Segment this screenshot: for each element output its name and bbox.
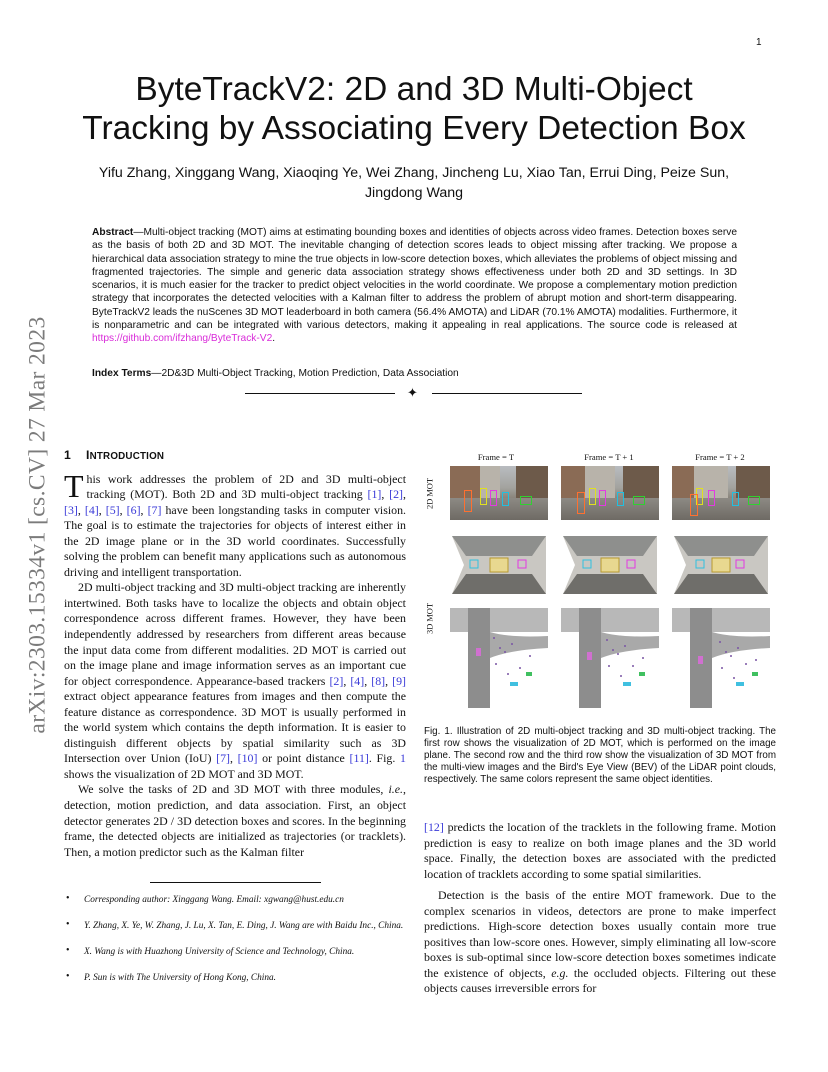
row-label-2d-mot: 2D MOT	[425, 478, 435, 509]
citation-separator: ,	[229, 751, 238, 766]
paper-title: ByteTrackV2: 2D and 3D Multi-Object Tracking by Associating Every Detection Box	[82, 71, 746, 147]
section-title-first: I	[86, 448, 90, 462]
citation-separator: ,	[381, 487, 390, 502]
figure-reference[interactable]: 1	[400, 751, 406, 766]
citation[interactable]: [4]	[84, 502, 99, 517]
paragraph-text: his work addresses the problem of 2D and 3D multi-object tracking (MOT). Both 2D and 3D multi-object tracking	[86, 471, 406, 502]
frame-image-2d-t	[450, 466, 548, 520]
paragraph-text: 2D multi-object tracking and 3D multi-object tracking are inherently intertwined. Both tasks have to localize the objects and obtain object correspondence across different frames. However, they have been independently addressed by researchers from different areas because the input data come from different modalities. 2D MOT is carried out on the image plane and image information serves as an important cue for object correspondence. Appearance-based trackers	[64, 580, 406, 688]
citation[interactable]: [6]	[126, 502, 141, 517]
abstract-label: Abstract	[92, 227, 134, 238]
multiview-image-t2	[672, 526, 770, 604]
frame-label-t2: Frame = T + 2	[695, 452, 745, 462]
separator-diamond-icon: ✦	[407, 385, 418, 400]
paragraph-3	[64, 782, 406, 860]
footnotes	[66, 894, 406, 998]
figure-1	[424, 448, 776, 718]
section-title-rest: NTRODUCTION	[89, 451, 165, 462]
right-column	[424, 820, 776, 997]
source-code-link[interactable]: https://github.com/ifzhang/ByteTrack-V2	[92, 333, 273, 345]
citation[interactable]: [3]	[64, 502, 78, 517]
abstract-end: .	[272, 333, 276, 345]
bev-lidar-t	[450, 608, 548, 708]
bev-map-t1	[561, 608, 659, 708]
section-number: 1	[64, 448, 71, 462]
citation[interactable]: [1]	[367, 487, 382, 502]
row-label-3d-mot: 3D MOT	[425, 603, 435, 634]
citation-separator: ,	[98, 502, 106, 517]
citation[interactable]: [11]	[349, 751, 369, 766]
bev-lidar-t1	[561, 608, 659, 708]
citation[interactable]: [12]	[424, 820, 444, 834]
frame-label-t1: Frame = T + 1	[584, 452, 634, 462]
index-terms-label: Index Terms	[92, 368, 152, 379]
drop-cap: T	[64, 467, 84, 504]
footnote-rule	[150, 882, 321, 883]
bev-map-t	[450, 608, 548, 708]
citation[interactable]: [9]	[392, 673, 406, 688]
paragraph-text: shows the visualization of 2D MOT and 3D MOT.	[64, 766, 304, 781]
bev-map-t2	[672, 608, 770, 708]
multiview-panorama-t1	[561, 526, 659, 604]
footnote-affiliation-hust: • X. Wang is with Huazhong University of Science and Technology, China.	[66, 946, 406, 958]
citation-separator: ,	[385, 673, 393, 688]
citation[interactable]: [7]	[147, 502, 162, 517]
paragraph-1	[64, 467, 406, 581]
footnote-affiliation-baidu: • Y. Zhang, X. Ye, W. Zhang, J. Lu, X. Tan, E. Ding, J. Wang are with Baidu Inc., China.	[66, 920, 406, 932]
bev-lidar-t2	[672, 608, 770, 708]
emphasis-ie: i.e.	[388, 782, 404, 797]
left-column	[64, 448, 406, 860]
frame-image-2d-t1	[561, 466, 659, 520]
arxiv-side-stamp	[20, 290, 56, 760]
separator-rule-left	[245, 393, 395, 394]
citation[interactable]: [5]	[105, 502, 120, 517]
frame-image-2d-t2	[672, 466, 770, 520]
index-terms-text: —2D&3D Multi-Object Tracking, Motion Prediction, Data Association	[151, 368, 459, 379]
paragraph-text: extract object appearance features from images and then compute the feature distance as correspondence. 3D MOT is usually performed in the world system which contains the depth information. It is easier to distinguish different objects by spatial similarity such as 3D Intersection over Union (IoU)	[64, 689, 406, 766]
citation-separator: ,	[364, 673, 372, 688]
paragraph-text: Detection is the basis of the entire MOT framework. Due to the complex scenarios in videos, detectors are prone to make imperfect predictions. High-score detection boxes usually contain more true positives than low-score ones. However, simply eliminating all low-score boxes is sub-optimal since low-score detection boxes sometimes indicate the existence of objects,	[424, 888, 776, 980]
paragraph-text: the occluded objects. Filtering out these objects causes irreversible errors for	[424, 965, 776, 996]
multiview-image-t1	[561, 526, 659, 604]
paragraph-text: We solve the tasks of 2D and 3D MOT with three modules,	[78, 782, 389, 797]
paragraph-5	[424, 888, 776, 997]
citation[interactable]: [7]	[216, 751, 230, 766]
emphasis-eg: e.g.	[551, 965, 569, 980]
citation[interactable]: [8]	[371, 673, 386, 688]
section-heading-introduction	[64, 448, 406, 465]
citation-separator: ,	[343, 673, 351, 688]
index-terms	[92, 367, 737, 380]
citation[interactable]: [4]	[350, 673, 365, 688]
figure-caption: Fig. 1. Illustration of 2D multi-object tracking and 3D multi-object tracking. The first row shows the visualization of 2D MOT, which is performed on the image plane. The second row and the third row show the visualization of 3D MOT from the multi-view images and the Bird's Eye View (BEV) of the LiDAR point clouds, respectively. The same colors represent the same object identities.	[424, 726, 776, 785]
citation[interactable]: [2]	[389, 487, 404, 502]
footnote-corresponding-author: • Corresponding author: Xinggang Wang. Email: xgwang@hust.edu.cn	[66, 894, 406, 906]
arxiv-identifier: arXiv:2303.15334v1 [cs.CV] 27 Mar 2023	[24, 316, 51, 734]
paragraph-2	[64, 580, 406, 782]
abstract	[92, 226, 737, 346]
citation[interactable]: [10]	[237, 751, 258, 766]
paragraph-text: , detection, motion prediction, and data association. First, an object detector generates 2D / 3D detection boxes and scores. In the beginning frame, the detected objects are initialized as trajectories (or tracklets). Then, a motion predictor such as the Kalman filter	[64, 782, 406, 859]
paragraph-4	[424, 820, 776, 882]
multiview-image-t	[450, 526, 548, 604]
abstract-text: —Multi-object tracking (MOT) aims at estimating bounding boxes and identities of objects across video frames. Detection boxes serve as the basis of both 2D and 3D MOT. The inevitable changing of detection scores leads to object missing after tracking. We propose a hierarchical data association strategy to mine the true objects in low-score detection boxes, which alleviates the problems of object missing and fragmented trajectories. The simple and generic data association strategy shows effectiveness under both 2D and 3D settings. In 3D scenarios, it is much easier for the tracker to predict object velocities in the world coordinate. We propose a complementary motion prediction strategy that incorporates the detected velocities with a Kalman filter to address the problem of abrupt motion and short-term disappearing. ByteTrackV2 leads the nuScenes 3D MOT leaderboard in both camera (56.4% AMOTA) and LiDAR (70.1% AMOTA) modalities. Furthermore, it is nonparametric and can be integrated with various detectors, making it appealing in real applications. The source code is released at	[92, 227, 737, 332]
paragraph-text: predicts the location of the tracklets in the following frame. Motion prediction is easy to realize on both image planes and the 3D world space. Finally, the detection boxes are associated with the predicted location of tracklets according to some spatial similarities.	[424, 820, 776, 881]
paragraph-text: . Fig.	[368, 751, 401, 766]
citation[interactable]: [2]	[329, 673, 344, 688]
paragraph-text: or point distance	[257, 751, 350, 766]
separator-rule-right	[432, 393, 582, 394]
citation-separator: ,	[77, 502, 85, 517]
citation-separator: ,	[140, 502, 148, 517]
author-list: Yifu Zhang, Xinggang Wang, Xiaoqing Ye, Wei Zhang, Jincheng Lu, Xiao Tan, Errui Ding, Peize Sun, Jingdong Wang	[98, 165, 730, 201]
multiview-panorama-t	[450, 526, 548, 604]
multiview-panorama-t2	[672, 526, 770, 604]
citation-separator: ,	[403, 487, 406, 502]
footnote-affiliation-hku: • P. Sun is with The University of Hong Kong, China.	[66, 972, 406, 984]
paragraph-text: have been longstanding tasks in computer vision. The goal is to estimate the trajectories for objects of interest either in the 2D image plane or in the 3D world coordinates. Successfully solving the problem can benefit many applications such as autonomous driving and intelligent transportation.	[64, 502, 406, 579]
frame-label-t: Frame = T	[477, 452, 515, 462]
page-number: 1	[756, 37, 762, 48]
citation-separator: ,	[119, 502, 127, 517]
